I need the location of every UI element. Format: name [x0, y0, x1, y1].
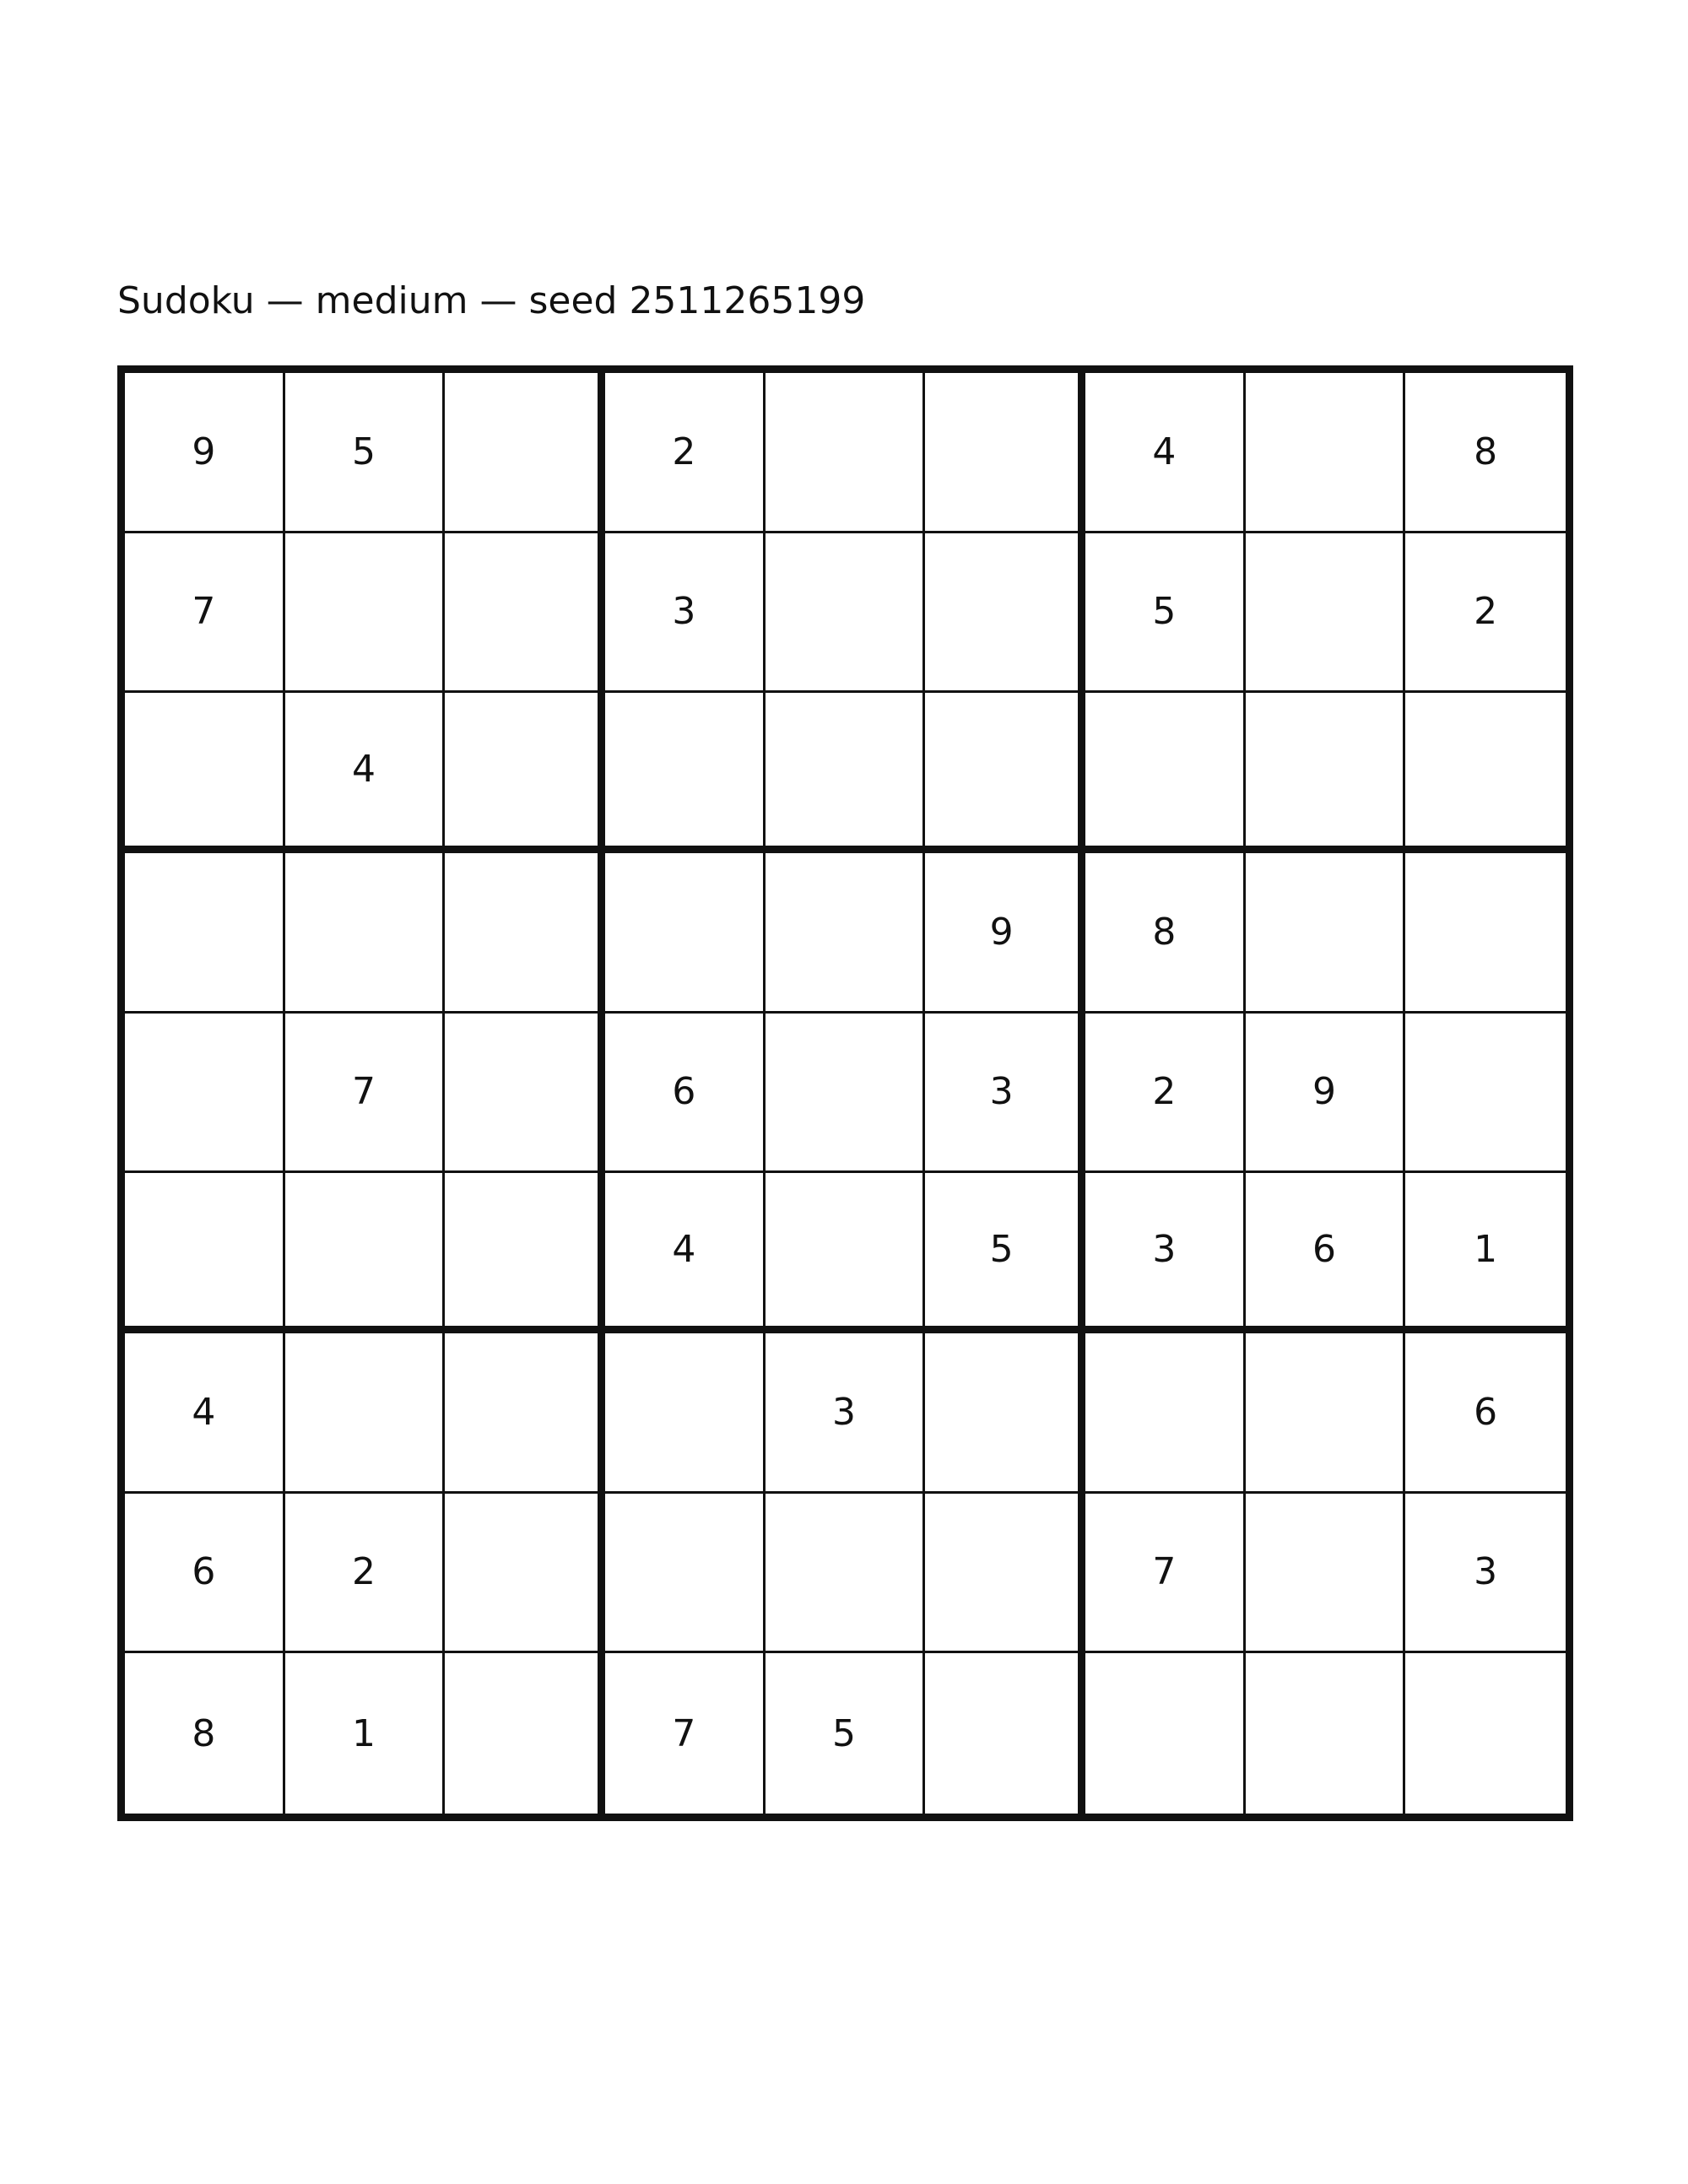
empty-cell[interactable]	[766, 1173, 926, 1333]
empty-cell[interactable]	[1405, 1014, 1566, 1174]
given-cell: 8	[125, 1653, 285, 1814]
empty-cell[interactable]	[1085, 1653, 1246, 1814]
given-cell: 3	[605, 533, 766, 694]
empty-cell[interactable]	[445, 1014, 605, 1174]
given-cell: 9	[125, 373, 285, 533]
empty-cell[interactable]	[925, 373, 1085, 533]
empty-cell[interactable]	[925, 1333, 1085, 1494]
empty-cell[interactable]	[1085, 693, 1246, 853]
empty-cell[interactable]	[766, 853, 926, 1014]
empty-cell[interactable]	[285, 1333, 446, 1494]
empty-cell[interactable]	[285, 533, 446, 694]
empty-cell[interactable]	[605, 1494, 766, 1654]
empty-cell[interactable]	[1246, 1653, 1406, 1814]
empty-cell[interactable]	[605, 853, 766, 1014]
empty-cell[interactable]	[285, 1173, 446, 1333]
given-cell: 5	[285, 373, 446, 533]
empty-cell[interactable]	[445, 533, 605, 694]
empty-cell[interactable]	[125, 853, 285, 1014]
empty-cell[interactable]	[1246, 693, 1406, 853]
empty-cell[interactable]	[1246, 533, 1406, 694]
given-cell: 2	[605, 373, 766, 533]
empty-cell[interactable]	[1246, 373, 1406, 533]
empty-cell[interactable]	[125, 693, 285, 853]
empty-cell[interactable]	[925, 1653, 1085, 1814]
given-cell: 8	[1085, 853, 1246, 1014]
empty-cell[interactable]	[605, 693, 766, 853]
given-cell: 7	[1085, 1494, 1246, 1654]
empty-cell[interactable]	[125, 1173, 285, 1333]
puzzle-title: Sudoku — medium — seed 2511265199	[117, 279, 866, 322]
given-cell: 1	[1405, 1173, 1566, 1333]
empty-cell[interactable]	[1085, 1333, 1246, 1494]
given-cell: 8	[1405, 373, 1566, 533]
empty-cell[interactable]	[925, 533, 1085, 694]
given-cell: 3	[1405, 1494, 1566, 1654]
empty-cell[interactable]	[445, 1333, 605, 1494]
empty-cell[interactable]	[1246, 1494, 1406, 1654]
given-cell: 2	[1405, 533, 1566, 694]
given-cell: 1	[285, 1653, 446, 1814]
given-cell: 7	[285, 1014, 446, 1174]
given-cell: 5	[1085, 533, 1246, 694]
given-cell: 4	[605, 1173, 766, 1333]
given-cell: 4	[285, 693, 446, 853]
given-cell: 5	[925, 1173, 1085, 1333]
empty-cell[interactable]	[1405, 1653, 1566, 1814]
empty-cell[interactable]	[445, 693, 605, 853]
given-cell: 7	[125, 533, 285, 694]
empty-cell[interactable]	[766, 533, 926, 694]
empty-cell[interactable]	[1246, 853, 1406, 1014]
sudoku-grid	[117, 365, 1573, 1821]
given-cell: 3	[1085, 1173, 1246, 1333]
given-cell: 2	[1085, 1014, 1246, 1174]
given-cell: 5	[766, 1653, 926, 1814]
given-cell: 7	[605, 1653, 766, 1814]
empty-cell[interactable]	[1405, 693, 1566, 853]
empty-cell[interactable]	[445, 373, 605, 533]
given-cell: 6	[1246, 1173, 1406, 1333]
given-cell: 9	[925, 853, 1085, 1014]
given-cell: 6	[1405, 1333, 1566, 1494]
empty-cell[interactable]	[1246, 1333, 1406, 1494]
empty-cell[interactable]	[1405, 853, 1566, 1014]
given-cell: 6	[125, 1494, 285, 1654]
given-cell: 4	[1085, 373, 1246, 533]
given-cell: 3	[766, 1333, 926, 1494]
empty-cell[interactable]	[445, 1173, 605, 1333]
empty-cell[interactable]	[766, 1014, 926, 1174]
empty-cell[interactable]	[766, 1494, 926, 1654]
empty-cell[interactable]	[285, 853, 446, 1014]
empty-cell[interactable]	[925, 693, 1085, 853]
given-cell: 6	[605, 1014, 766, 1174]
empty-cell[interactable]	[925, 1494, 1085, 1654]
empty-cell[interactable]	[766, 373, 926, 533]
empty-cell[interactable]	[445, 1494, 605, 1654]
empty-cell[interactable]	[445, 853, 605, 1014]
given-cell: 9	[1246, 1014, 1406, 1174]
given-cell: 3	[925, 1014, 1085, 1174]
empty-cell[interactable]	[766, 693, 926, 853]
empty-cell[interactable]	[605, 1333, 766, 1494]
given-cell: 4	[125, 1333, 285, 1494]
empty-cell[interactable]	[125, 1014, 285, 1174]
given-cell: 2	[285, 1494, 446, 1654]
empty-cell[interactable]	[445, 1653, 605, 1814]
